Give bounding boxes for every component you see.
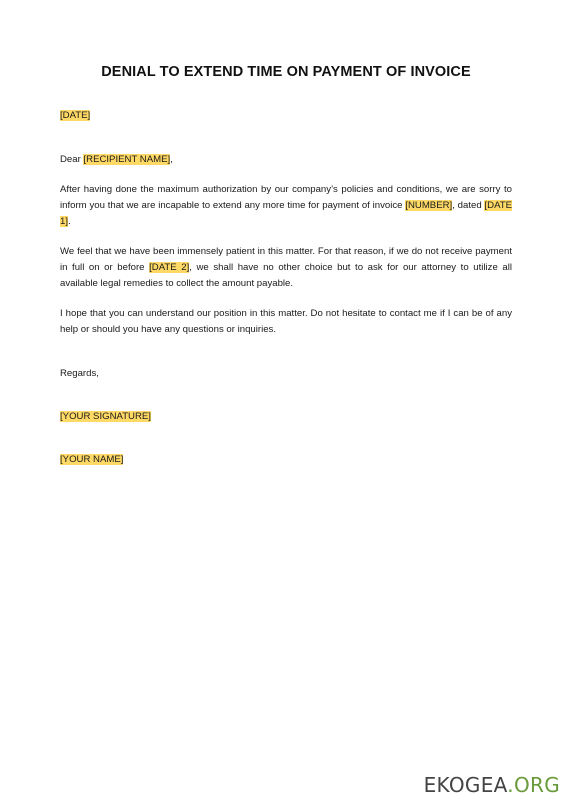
signature-line	[60, 409, 512, 425]
name-line	[60, 452, 512, 468]
brand-name: EKOGEA	[423, 773, 508, 797]
paragraph-2-text: We feel that we have been immensely patient in this matter. For that reason, if we do not receive payment in full on or before	[60, 246, 512, 273]
paragraph-1-mid: , dated	[452, 200, 485, 211]
date-2-placeholder: [DATE 2]	[149, 262, 190, 273]
paragraph-2	[60, 244, 512, 292]
paragraph-1-text: After having done the maximum authorization by our company’s policies and conditions, we are sorry to inform you that we are incapable to extend any more time for payment of invoice	[60, 184, 512, 211]
document-title: DENIAL TO EXTEND TIME ON PAYMENT OF INVOICE	[101, 64, 471, 80]
letter-body	[60, 108, 512, 468]
paragraph-1-end: .	[68, 216, 71, 227]
brand-logo	[424, 773, 560, 797]
date-1-placeholder: [DATE 1]	[60, 200, 513, 227]
closing: Regards,	[60, 368, 99, 379]
paragraph-1	[60, 182, 512, 230]
date-line	[60, 108, 512, 124]
brand-domain: .ORG	[507, 773, 560, 797]
salutation-suffix: ,	[170, 154, 173, 165]
paragraph-3: I hope that you can understand our position in this matter. Do not hesitate to contact me if I can be of any help or should you have any questions or inquiries.	[60, 308, 512, 335]
name-placeholder: [YOUR NAME]	[60, 454, 124, 465]
recipient-placeholder: [RECIPIENT NAME]	[83, 154, 171, 165]
invoice-number-placeholder: [NUMBER]	[405, 200, 453, 211]
signature-placeholder: [YOUR SIGNATURE]	[60, 411, 151, 422]
paragraph-2-end: , we shall have no other choice but to ask for our attorney to utilize all available legal remedies to collect the amount payable.	[60, 262, 512, 289]
salutation-prefix: Dear	[60, 154, 84, 165]
date-placeholder: [DATE]	[60, 110, 91, 121]
salutation	[60, 152, 512, 168]
